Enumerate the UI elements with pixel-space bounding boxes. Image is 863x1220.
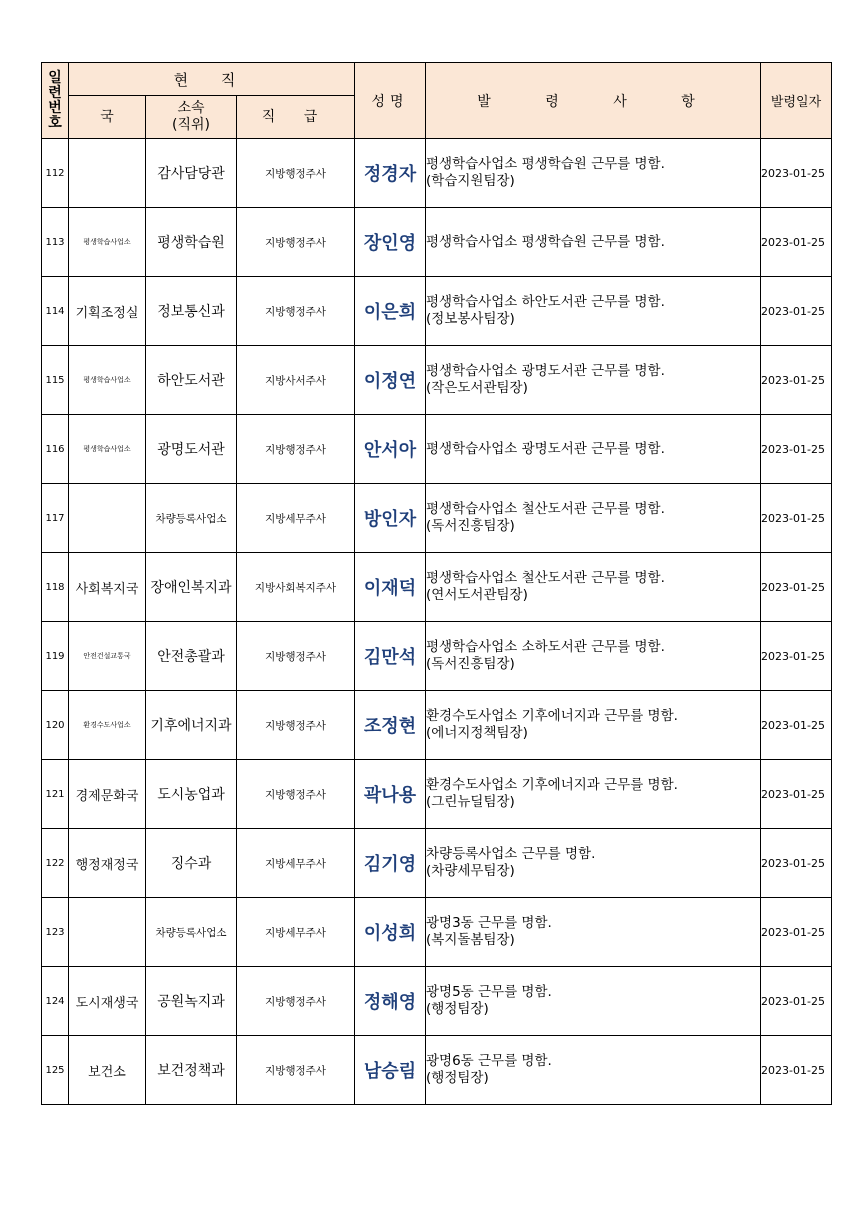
grade-cell: 지방행정주사	[237, 277, 355, 346]
person-name-cell: 장인영	[355, 208, 426, 277]
bureau-cell: 행정재정국	[69, 829, 146, 898]
bureau-cell	[69, 139, 146, 208]
department-cell: 안전총괄과	[146, 622, 237, 691]
order-line-1: 평생학습사업소 광명도서관 근무를 명함.	[426, 440, 665, 457]
serial-number-cell: 116	[42, 415, 69, 484]
order-line-2: (에너지정책팀장)	[426, 725, 528, 741]
person-name-cell: 김만석	[355, 622, 426, 691]
department-cell: 하안도서관	[146, 346, 237, 415]
person-name-cell: 정경자	[355, 139, 426, 208]
order-date-cell: 2023-01-25	[761, 1036, 832, 1105]
order-cell	[426, 1036, 761, 1105]
order-cell	[426, 898, 761, 967]
grade-cell: 지방행정주사	[237, 1036, 355, 1105]
grade-cell: 지방행정주사	[237, 139, 355, 208]
header-current-position: 현 직	[69, 63, 355, 96]
bureau-cell: 사회복지국	[69, 553, 146, 622]
order-line-1: 환경수도사업소 기후에너지과 근무를 명함.	[426, 708, 678, 724]
order-cell	[426, 346, 761, 415]
order-line-1: 평생학습사업소 하안도서관 근무를 명함.	[426, 294, 665, 310]
order-date-cell: 2023-01-25	[761, 346, 832, 415]
order-line-2: (정보봉사팀장)	[426, 311, 515, 327]
bureau-cell	[69, 484, 146, 553]
table-row	[42, 760, 832, 829]
order-line-2: (독서진흥팀장)	[426, 656, 515, 672]
order-date-cell: 2023-01-25	[761, 208, 832, 277]
order-line-1: 평생학습사업소 평생학습원 근무를 명함.	[426, 156, 665, 172]
table-row	[42, 553, 832, 622]
order-line-2: (학습지원팀장)	[426, 173, 515, 189]
serial-number-cell: 117	[42, 484, 69, 553]
department-cell: 평생학습원	[146, 208, 237, 277]
person-name-cell: 남승림	[355, 1036, 426, 1105]
header-affiliation-line2: (직위)	[172, 117, 210, 133]
grade-cell: 지방세무주사	[237, 898, 355, 967]
table-row	[42, 967, 832, 1036]
serial-number-cell: 125	[42, 1036, 69, 1105]
order-line-1: 광명5동 근무를 명함.	[426, 984, 552, 1000]
person-name-cell: 이재덕	[355, 553, 426, 622]
table-row	[42, 1036, 832, 1105]
order-cell	[426, 691, 761, 760]
order-date-cell: 2023-01-25	[761, 139, 832, 208]
bureau-cell: 보건소	[69, 1036, 146, 1105]
order-line-1: 평생학습사업소 광명도서관 근무를 명함.	[426, 363, 665, 379]
order-line-1: 평생학습사업소 평생학습원 근무를 명함.	[426, 233, 665, 250]
bureau-cell: 안전건설교통국	[69, 622, 146, 691]
table-row	[42, 622, 832, 691]
table-row	[42, 898, 832, 967]
order-cell	[426, 967, 761, 1036]
grade-cell: 지방행정주사	[237, 622, 355, 691]
serial-number-cell: 119	[42, 622, 69, 691]
table-row	[42, 208, 832, 277]
order-date-cell: 2023-01-25	[761, 691, 832, 760]
order-date-cell: 2023-01-25	[761, 967, 832, 1036]
serial-number-cell: 112	[42, 139, 69, 208]
header-bureau: 국	[69, 96, 146, 139]
order-cell	[426, 760, 761, 829]
table-body	[42, 139, 832, 1105]
order-date-cell: 2023-01-25	[761, 553, 832, 622]
table-row	[42, 829, 832, 898]
table-row	[42, 346, 832, 415]
department-cell: 징수과	[146, 829, 237, 898]
person-name-cell: 이은희	[355, 277, 426, 346]
grade-cell: 지방행정주사	[237, 691, 355, 760]
person-name-cell: 곽나용	[355, 760, 426, 829]
order-line-2: (행정팀장)	[426, 1070, 489, 1086]
order-line-1: 광명6동 근무를 명함.	[426, 1053, 552, 1069]
person-name-cell: 이정연	[355, 346, 426, 415]
department-cell: 보건정책과	[146, 1036, 237, 1105]
person-name-cell: 정해영	[355, 967, 426, 1036]
order-date-cell: 2023-01-25	[761, 829, 832, 898]
serial-number-cell: 120	[42, 691, 69, 760]
table-row	[42, 139, 832, 208]
order-cell	[426, 829, 761, 898]
grade-cell: 지방세무주사	[237, 484, 355, 553]
grade-cell: 지방행정주사	[237, 760, 355, 829]
bureau-cell: 평생학습사업소	[69, 415, 146, 484]
person-name-cell: 김기영	[355, 829, 426, 898]
grade-cell: 지방사서주사	[237, 346, 355, 415]
table-row	[42, 691, 832, 760]
department-cell: 광명도서관	[146, 415, 237, 484]
header-affiliation-line1: 소속	[177, 100, 205, 116]
department-cell: 정보통신과	[146, 277, 237, 346]
order-cell	[426, 622, 761, 691]
order-line-1: 평생학습사업소 소하도서관 근무를 명함.	[426, 639, 665, 655]
serial-number-cell: 114	[42, 277, 69, 346]
table-row	[42, 415, 832, 484]
serial-number-cell: 122	[42, 829, 69, 898]
department-cell: 차량등록사업소	[146, 484, 237, 553]
serial-number-cell: 123	[42, 898, 69, 967]
department-cell: 도시농업과	[146, 760, 237, 829]
order-line-1: 평생학습사업소 철산도서관 근무를 명함.	[426, 570, 665, 586]
department-cell: 공원녹지과	[146, 967, 237, 1036]
person-name-cell: 이성희	[355, 898, 426, 967]
header-order-items: 발 령 사 항	[426, 63, 761, 139]
person-name-cell: 안서아	[355, 415, 426, 484]
grade-cell: 지방행정주사	[237, 415, 355, 484]
serial-number-cell: 113	[42, 208, 69, 277]
department-cell: 기후에너지과	[146, 691, 237, 760]
order-line-2: (행정팀장)	[426, 1001, 489, 1017]
order-line-2: (작은도서관팀장)	[426, 380, 528, 396]
header-serial-number: 일련번호	[42, 63, 69, 139]
order-line-1: 광명3동 근무를 명함.	[426, 915, 552, 931]
order-line-1: 차량등록사업소 근무를 명함.	[426, 846, 596, 862]
order-cell	[426, 139, 761, 208]
grade-cell: 지방사회복지주사	[237, 553, 355, 622]
bureau-cell: 환경수도사업소	[69, 691, 146, 760]
bureau-cell	[69, 898, 146, 967]
grade-cell: 지방행정주사	[237, 967, 355, 1036]
header-affiliation	[146, 96, 237, 139]
table-row	[42, 277, 832, 346]
serial-number-cell: 121	[42, 760, 69, 829]
bureau-cell: 평생학습사업소	[69, 346, 146, 415]
person-name-cell: 방인자	[355, 484, 426, 553]
order-date-cell: 2023-01-25	[761, 898, 832, 967]
order-date-cell: 2023-01-25	[761, 277, 832, 346]
grade-cell: 지방행정주사	[237, 208, 355, 277]
department-cell: 차량등록사업소	[146, 898, 237, 967]
department-cell: 감사담당관	[146, 139, 237, 208]
order-cell	[426, 277, 761, 346]
order-line-2: (그린뉴딜팀장)	[426, 794, 515, 810]
table-header	[42, 63, 832, 139]
order-cell	[426, 208, 761, 277]
order-line-1: 평생학습사업소 철산도서관 근무를 명함.	[426, 501, 665, 517]
order-line-2: (독서진흥팀장)	[426, 518, 515, 534]
order-cell	[426, 415, 761, 484]
department-cell: 장애인복지과	[146, 553, 237, 622]
header-order-date: 발령일자	[761, 63, 832, 139]
serial-number-cell: 118	[42, 553, 69, 622]
header-grade: 직 급	[237, 96, 355, 139]
bureau-cell: 평생학습사업소	[69, 208, 146, 277]
order-date-cell: 2023-01-25	[761, 622, 832, 691]
order-date-cell: 2023-01-25	[761, 415, 832, 484]
grade-cell: 지방세무주사	[237, 829, 355, 898]
order-line-2: (복지돌봄팀장)	[426, 932, 515, 948]
personnel-order-table	[41, 62, 832, 1105]
serial-number-cell: 115	[42, 346, 69, 415]
order-cell	[426, 484, 761, 553]
header-name: 성명	[355, 63, 426, 139]
bureau-cell: 경제문화국	[69, 760, 146, 829]
order-line-2: (연서도서관팀장)	[426, 587, 528, 603]
bureau-cell: 기획조정실	[69, 277, 146, 346]
order-date-cell: 2023-01-25	[761, 760, 832, 829]
order-date-cell: 2023-01-25	[761, 484, 832, 553]
order-line-1: 환경수도사업소 기후에너지과 근무를 명함.	[426, 777, 678, 793]
bureau-cell: 도시재생국	[69, 967, 146, 1036]
serial-number-cell: 124	[42, 967, 69, 1036]
order-line-2: (차량세무팀장)	[426, 863, 515, 879]
order-cell	[426, 553, 761, 622]
person-name-cell: 조정현	[355, 691, 426, 760]
table-row	[42, 484, 832, 553]
